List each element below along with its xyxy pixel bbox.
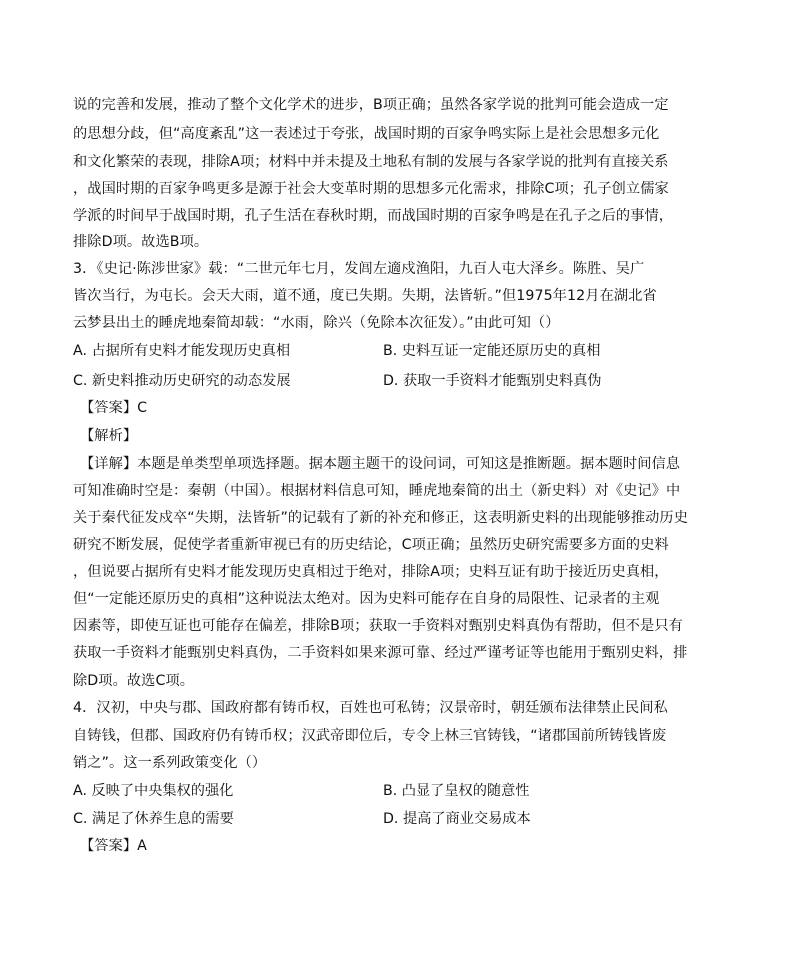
q3-detail-line-3: 关于秦代征发戍卒“失期，法皆斩”的记载有了新的补充和修正，这表明新史料的出现能够推动历史: [73, 510, 688, 526]
q4-option-b: B. 凸显了皇权的随意性: [383, 783, 530, 799]
q3-detail-line-9: 除D项。故选C项。: [73, 673, 195, 689]
intro-line-4: ，战国时期的百家争鸣更多是源于社会大变革时期的思想多元化需求，排除C项；孔子创立儒家: [73, 181, 669, 197]
q3-detail-line-7: 因素等，即使互证也可能存在偏差，排除B项；获取一手资料对甄别史料真伪有帮助，但不是只有: [73, 618, 683, 634]
q4-option-a: A. 反映了中央集权的强化: [73, 783, 234, 799]
intro-line-6: 排除D项。故选B项。: [73, 234, 209, 250]
q3-option-c: C. 新史料推动历史研究的动态发展: [73, 373, 291, 389]
q3-detail-line-1: 【详解】本题是单类型单项选择题。据本题主题干的设问词，可知这是推断题。据本题时间信息: [80, 456, 681, 472]
q3-analysis-heading: 【解析】: [80, 428, 138, 444]
q3-answer: 【答案】C: [80, 400, 148, 416]
q3-stem-line-3: 云梦县出土的睡虎地秦简却载：“水雨，除兴（免除本次征发）。”由此可知（）: [73, 315, 560, 331]
intro-line-1: 说的完善和发展，推动了整个文化学术的进步，B项正确；虽然各家学说的批判可能会造成一定: [73, 97, 669, 113]
q3-detail-line-6: 但“一定能还原历史的真相”这种说法太绝对。因为史料可能存在自身的局限性、记录者的主观: [73, 591, 660, 607]
q3-stem-line-2: 皆次当行，为屯长。会天大雨，道不通，度已失期。失期，法皆斩。”但1975年12月在湖北省: [73, 288, 657, 304]
q3-stem-line-1: 3．《史记·陈涉世家》载：“二世元年七月，发闾左適戍渔阳，九百人屯大泽乡。陈胜、吴广: [73, 261, 645, 277]
q3-option-b: B. 史料互证一定能还原历史的真相: [383, 343, 601, 359]
q4-stem-line-1: 4．汉初，中央与郡、国政府都有铸币权，百姓也可私铸；汉景帝时，朝廷颁布法律禁止民间私: [73, 700, 668, 716]
q3-detail-line-8: 获取一手资料才能甄别史料真伪，二手资料如果来源可靠、经过严谨考证等也能用于甄别史料，排: [73, 645, 688, 661]
q4-option-d: D. 提高了商业交易成本: [383, 811, 531, 827]
q3-detail-line-2: 可知准确时空是：秦朝（中国）。根据材料信息可知，睡虎地秦简的出土（新史料）对《史记》中: [73, 483, 681, 499]
q4-option-c: C. 满足了休养生息的需要: [73, 811, 234, 827]
intro-line-3: 和文化繁荣的表现，排除A项；材料中并未提及土地私有制的发展与各家学说的批判有直接关系: [73, 154, 669, 170]
q4-stem-line-2: 自铸钱，但郡、国政府仍有铸币权；汉武帝即位后，专令上林三官铸钱，“诸郡国前所铸钱皆废: [73, 728, 667, 744]
q3-option-d: D. 获取一手资料才能甄别史料真伪: [383, 373, 602, 389]
intro-line-5: 学派的时间早于战国时期，孔子生活在春秋时期，而战国时期的百家争鸣是在孔子之后的事情，: [73, 208, 674, 224]
intro-line-2: 的思想分歧，但“高度紊乱”这一表述过于夸张，战国时期的百家争鸣实际上是社会思想多元化: [73, 126, 660, 142]
q4-answer: 【答案】A: [80, 838, 147, 854]
q4-stem-line-3: 销之”。这一系列政策变化（）: [73, 755, 267, 771]
q3-detail-line-5: ，但说要占据所有史料才能发现历史真相过于绝对，排除A项；史料互证有助于接近历史真相，: [73, 564, 669, 580]
q3-detail-line-4: 研究不断发展，促使学者重新审视已有的历史结论，C项正确；虽然历史研究需要多方面的史料: [73, 537, 669, 553]
q3-option-a: A. 占据所有史料才能发现历史真相: [73, 343, 291, 359]
